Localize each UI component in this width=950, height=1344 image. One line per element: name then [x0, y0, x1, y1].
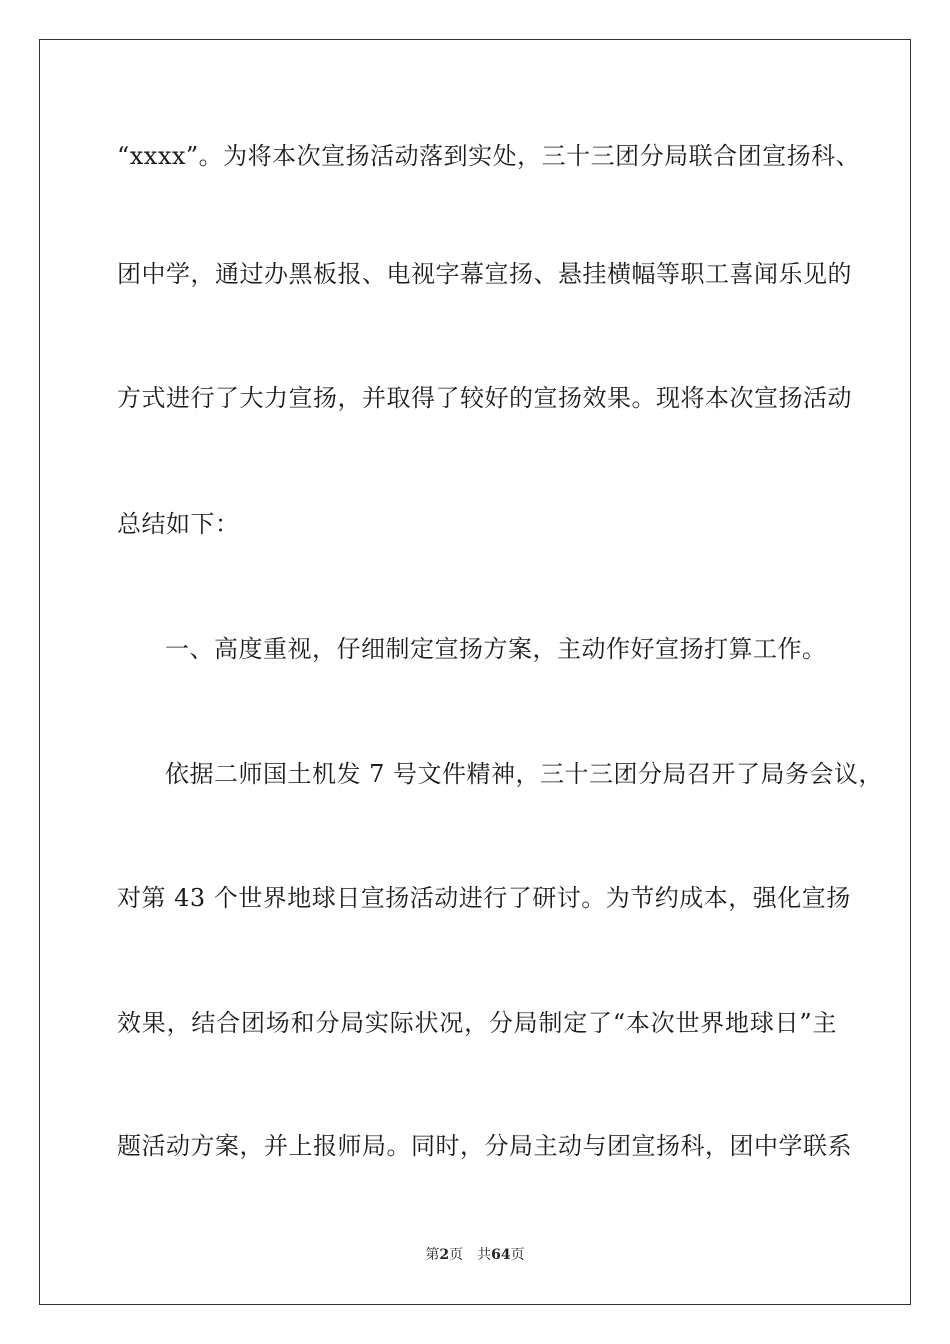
total-suffix: 页 [510, 1247, 525, 1263]
page-prefix: 第 [425, 1247, 440, 1263]
body-line-3: 方式进行了大力宣扬，并取得了较好的宣扬效果。现将本次宣扬活动 [117, 384, 852, 412]
page-border [39, 39, 911, 1305]
body-line-8: 效果，结合团场和分局实际状况，分局制定了“本次世界地球日”主 [117, 1009, 837, 1037]
body-line-6: 依据二师国土机发 7 号文件精神，三十三团分局召开了局务会议， [165, 760, 884, 788]
page-current: 2 [439, 1247, 450, 1263]
body-line-7: 对第 43 个世界地球日宣扬活动进行了研讨。为节约成本，强化宣扬 [117, 884, 851, 912]
body-line-9: 题活动方案，并上报师局。同时，分局主动与团宣扬科，团中学联系 [117, 1132, 852, 1160]
page-suffix: 页 [449, 1247, 464, 1263]
body-line-2: 团中学，通过办黑板报、电视字幕宣扬、悬挂横幅等职工喜闻乐见的 [117, 260, 852, 288]
page-footer [0, 1246, 950, 1264]
total-prefix: 共 [477, 1247, 492, 1263]
body-line-4: 总结如下： [117, 510, 240, 538]
section-heading: 一、高度重视，仔细制定宣扬方案，主动作好宣扬打算工作。 [165, 635, 827, 663]
page-total: 64 [491, 1247, 511, 1263]
body-line-1: “xxxx”。为将本次宣扬活动落到实处，三十三团分局联合团宣扬科、 [117, 142, 861, 170]
